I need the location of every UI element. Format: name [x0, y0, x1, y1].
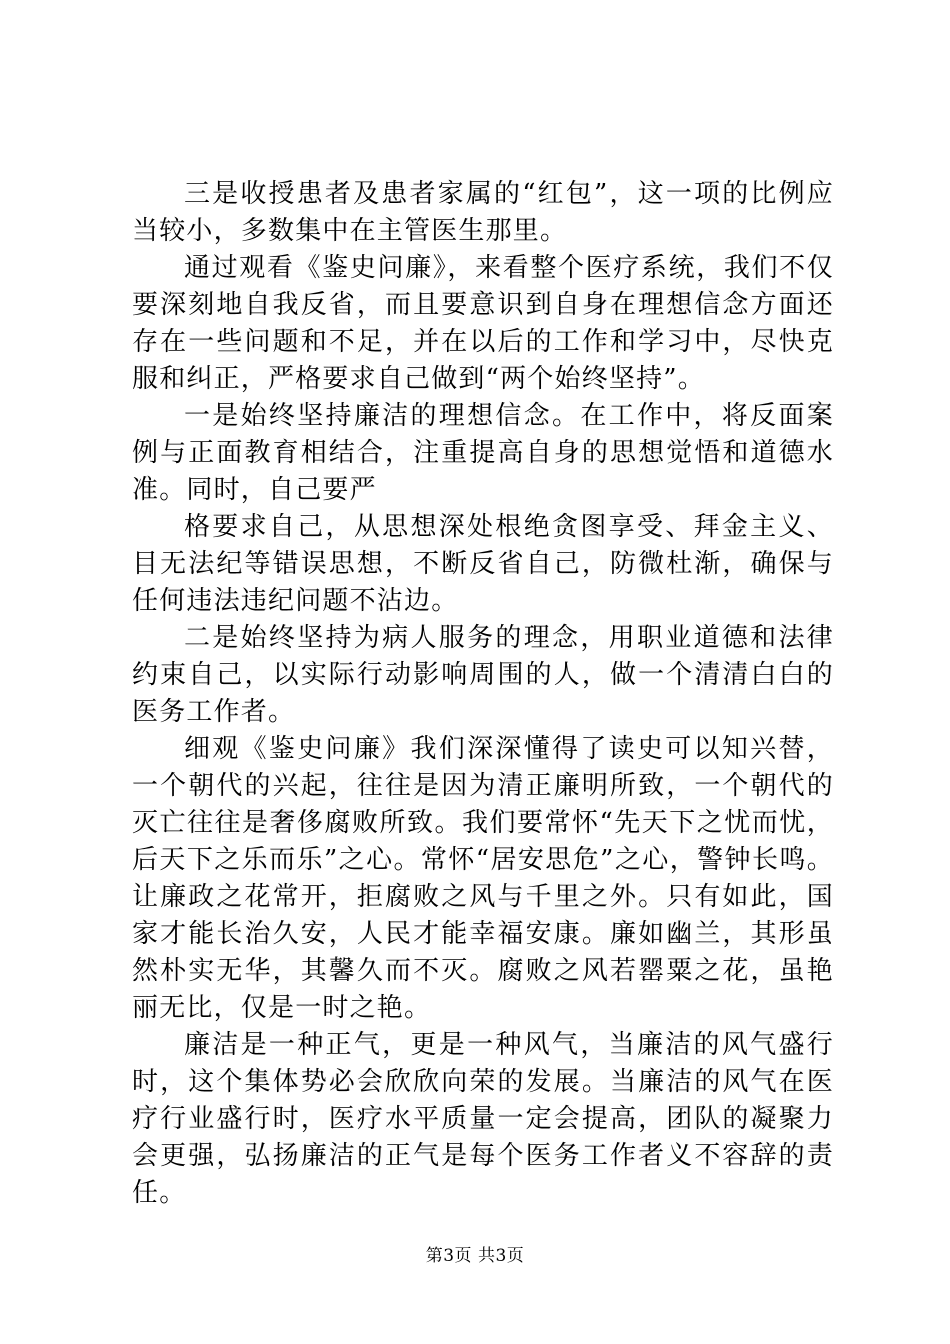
- paragraph-first-commitment: 一是始终坚持廉洁的理想信念。在工作中，将反面案例与正面教育相结合，注重提高自身的思想觉悟和道德水准。同时，自己要严: [132, 401, 834, 505]
- paragraph-red-envelope: 三是收授患者及患者家属的“红包”，这一项的比例应当较小，多数集中在主管医生那里。: [132, 179, 834, 246]
- paragraph-second-commitment: 二是始终坚持为病人服务的理念，用职业道德和法律约束自己，以实际行动影响周围的人，做一个清清白白的医务工作者。: [132, 623, 834, 727]
- page-number-footer: 第3页 共3页: [425, 1246, 525, 1266]
- paragraph-conclusion: 廉洁是一种正气，更是一种风气，当廉洁的风气盛行时，这个集体势必会欣欣向荣的发展。当廉洁的风气在医疗行业盛行时，医疗水平质量一定会提高，团队的凝聚力会更强，弘扬廉洁的正气是每个医务工作者义不容辞的责任。: [132, 1030, 834, 1208]
- document-body: [132, 176, 834, 1212]
- paragraph-reflection: 通过观看《鉴史问廉》，来看整个医疗系统，我们不仅要深刻地自我反省，而且要意识到自身在理想信念方面还存在一些问题和不足，并在以后的工作和学习中，尽快克服和纠正，严格要求自己做到“两个始终坚持”。: [132, 253, 834, 394]
- paragraph-history-lesson: 细观《鉴史问廉》我们深深懂得了读史可以知兴替，一个朝代的兴起，往往是因为清正廉明所致，一个朝代的灭亡往往是奢侈腐败所致。我们要常怀“先天下之忧而忧，后天下之乐而乐”之心。常怀“居安思危”之心，警钟长鸣。让廉政之花常开，拒腐败之风与千里之外。只有如此，国家才能长治久安，人民才能幸福安康。廉如幽兰，其形虽然朴实无华，其馨久而不灭。腐败之风若罂粟之花，虽艳丽无比，仅是一时之艳。: [132, 734, 834, 1023]
- paragraph-first-commitment-continued: 格要求自己，从思想深处根绝贪图享受、拜金主义、目无法纪等错误思想，不断反省自己，防微杜渐，确保与任何违法违纪问题不沾边。: [132, 512, 834, 616]
